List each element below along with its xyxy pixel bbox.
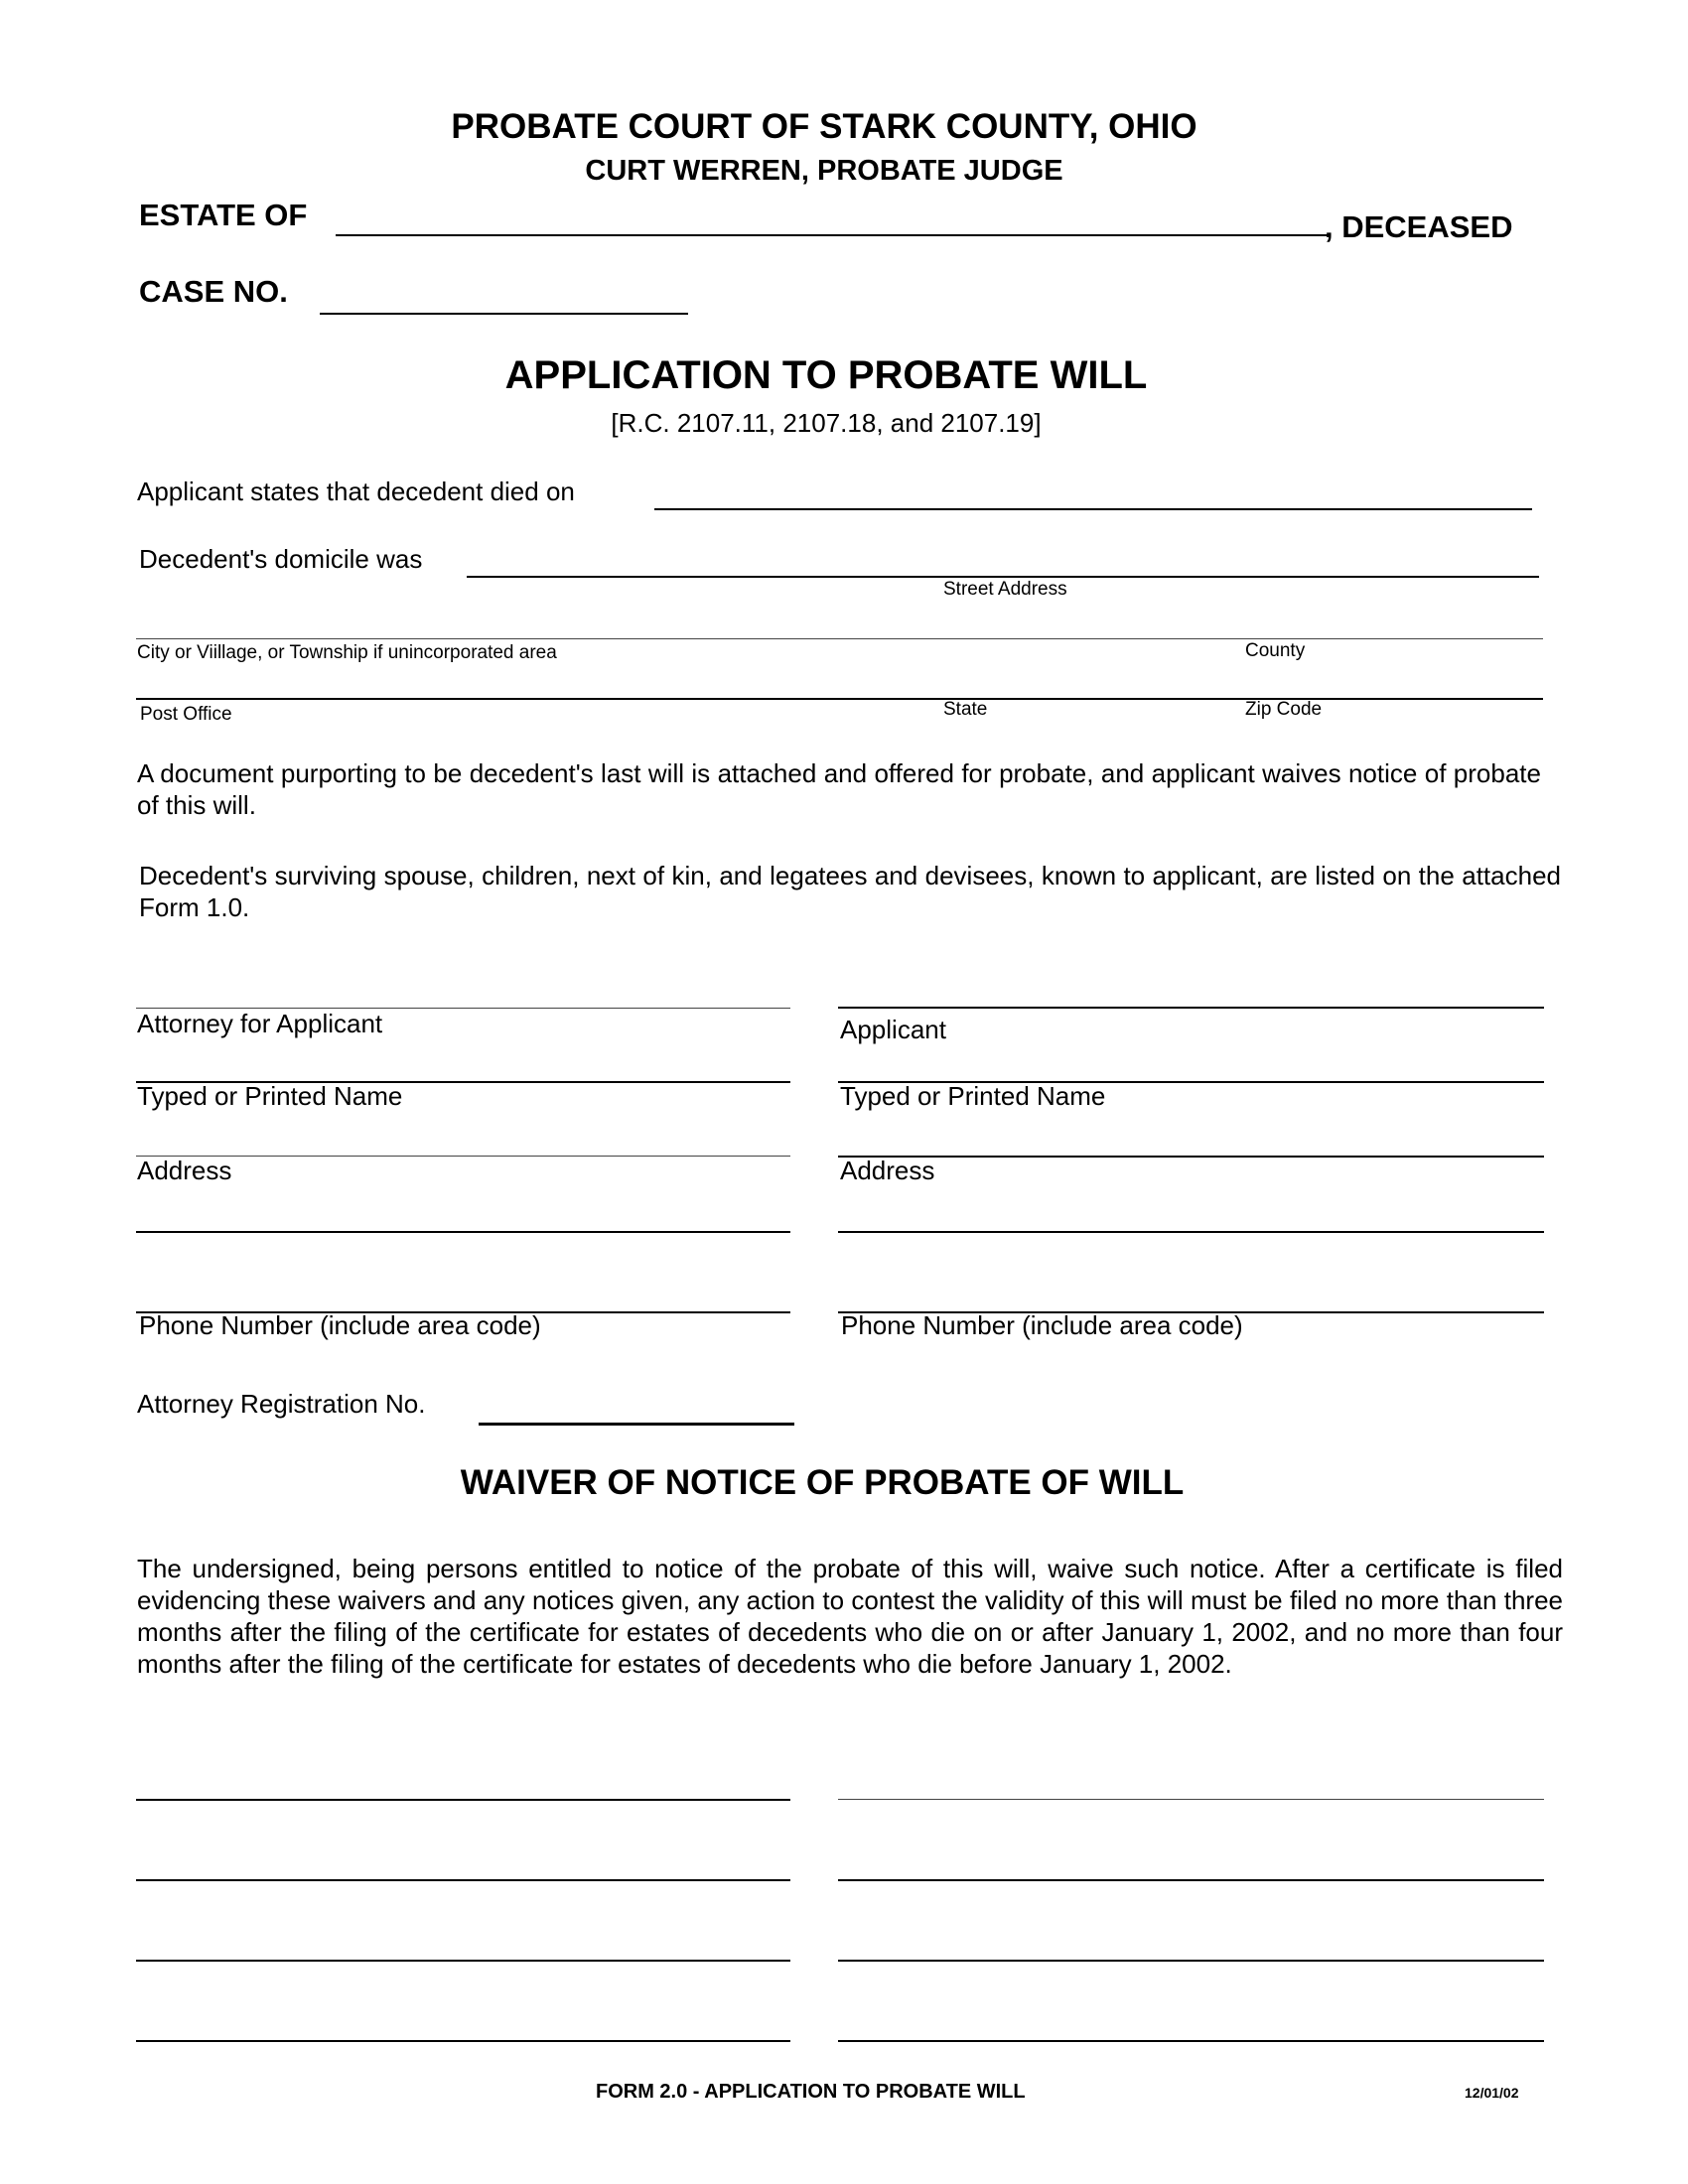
attorney-address-label: Address bbox=[137, 1156, 232, 1185]
city-caption: City or Viillage, or Township if unincorporated area bbox=[137, 642, 557, 663]
waiver-signature-line-left-3[interactable] bbox=[136, 1960, 790, 1962]
attorney-for-applicant-label: Attorney for Applicant bbox=[137, 1009, 383, 1038]
street-address-caption: Street Address bbox=[943, 579, 1067, 600]
applicant-address-line-1[interactable] bbox=[838, 1156, 1544, 1158]
applicant-signature-line[interactable] bbox=[838, 1007, 1544, 1009]
street-address-field[interactable] bbox=[467, 576, 1539, 578]
attorney-address-line-2[interactable] bbox=[136, 1231, 790, 1233]
applicant-typed-name-label: Typed or Printed Name bbox=[840, 1081, 1106, 1111]
waiver-title: WAIVER OF NOTICE OF PROBATE OF WILL bbox=[460, 1463, 1185, 1502]
statute-reference: [R.C. 2107.11, 2107.18, and 2107.19] bbox=[611, 408, 1042, 438]
waiver-signature-line-right-3[interactable] bbox=[838, 1960, 1544, 1962]
date-of-death-field[interactable] bbox=[654, 508, 1532, 510]
will-attached-paragraph: A document purporting to be decedent's last will is attached and offered for probate, and applicant waives notice of probate of this will. bbox=[137, 758, 1541, 820]
attorney-registration-label: Attorney Registration No. bbox=[137, 1389, 426, 1419]
attorney-registration-field[interactable] bbox=[479, 1423, 794, 1426]
court-name: PROBATE COURT OF STARK COUNTY, OHIO bbox=[451, 107, 1197, 146]
survivors-paragraph: Decedent's surviving spouse, children, next of kin, and legatees and devisees, known to applicant, are listed on the attached Form 1.0. bbox=[139, 861, 1561, 922]
applicant-address-label: Address bbox=[840, 1156, 935, 1185]
post-office-state-zip-field[interactable] bbox=[136, 698, 1543, 700]
waiver-paragraph: The undersigned, being persons entitled to notice of the probate of this will, waive such notice. After a certificate is filed evidencing these waivers and any notices given, any action to contest the validity of this will must be filed no more than three months after the filing of the certificate for estates of decedents who die on or after January 1, 2002, and no more than four months after the filing of the certificate for estates of decedents who die before January 1, 2002. bbox=[137, 1554, 1563, 1679]
footer-form-label: FORM 2.0 - APPLICATION TO PROBATE WILL bbox=[596, 2081, 1026, 2103]
waiver-signature-line-left-1[interactable] bbox=[136, 1799, 790, 1801]
estate-name-field[interactable] bbox=[336, 234, 1329, 236]
city-county-field[interactable] bbox=[136, 638, 1543, 639]
applicant-phone-label: Phone Number (include area code) bbox=[841, 1310, 1243, 1340]
applicant-label: Applicant bbox=[840, 1015, 946, 1044]
post-office-caption: Post Office bbox=[140, 704, 232, 725]
attorney-phone-label: Phone Number (include area code) bbox=[139, 1310, 541, 1340]
applicant-address-line-2[interactable] bbox=[838, 1231, 1544, 1233]
waiver-signature-line-right-2[interactable] bbox=[838, 1879, 1544, 1881]
state-caption: State bbox=[943, 699, 988, 720]
case-no-label: CASE NO. bbox=[139, 274, 288, 309]
died-on-label: Applicant states that decedent died on bbox=[137, 477, 575, 506]
deceased-label: , DECEASED bbox=[1325, 209, 1513, 244]
footer-revision-date: 12/01/02 bbox=[1465, 2085, 1519, 2101]
waiver-signature-line-right-4[interactable] bbox=[838, 2040, 1544, 2042]
application-title: APPLICATION TO PROBATE WILL bbox=[504, 353, 1148, 397]
judge-name: CURT WERREN, PROBATE JUDGE bbox=[585, 155, 1063, 187]
zip-code-caption: Zip Code bbox=[1245, 699, 1323, 720]
case-number-field[interactable] bbox=[320, 313, 688, 315]
attorney-typed-name-label: Typed or Printed Name bbox=[137, 1081, 403, 1111]
estate-of-label: ESTATE OF bbox=[139, 198, 308, 232]
waiver-signature-line-left-2[interactable] bbox=[136, 1879, 790, 1881]
county-caption: County bbox=[1245, 640, 1306, 661]
waiver-signature-line-left-4[interactable] bbox=[136, 2040, 790, 2042]
attorney-address-line-1[interactable] bbox=[136, 1156, 790, 1157]
domicile-label: Decedent's domicile was bbox=[139, 544, 423, 574]
waiver-signature-line-right-1[interactable] bbox=[838, 1799, 1544, 1800]
